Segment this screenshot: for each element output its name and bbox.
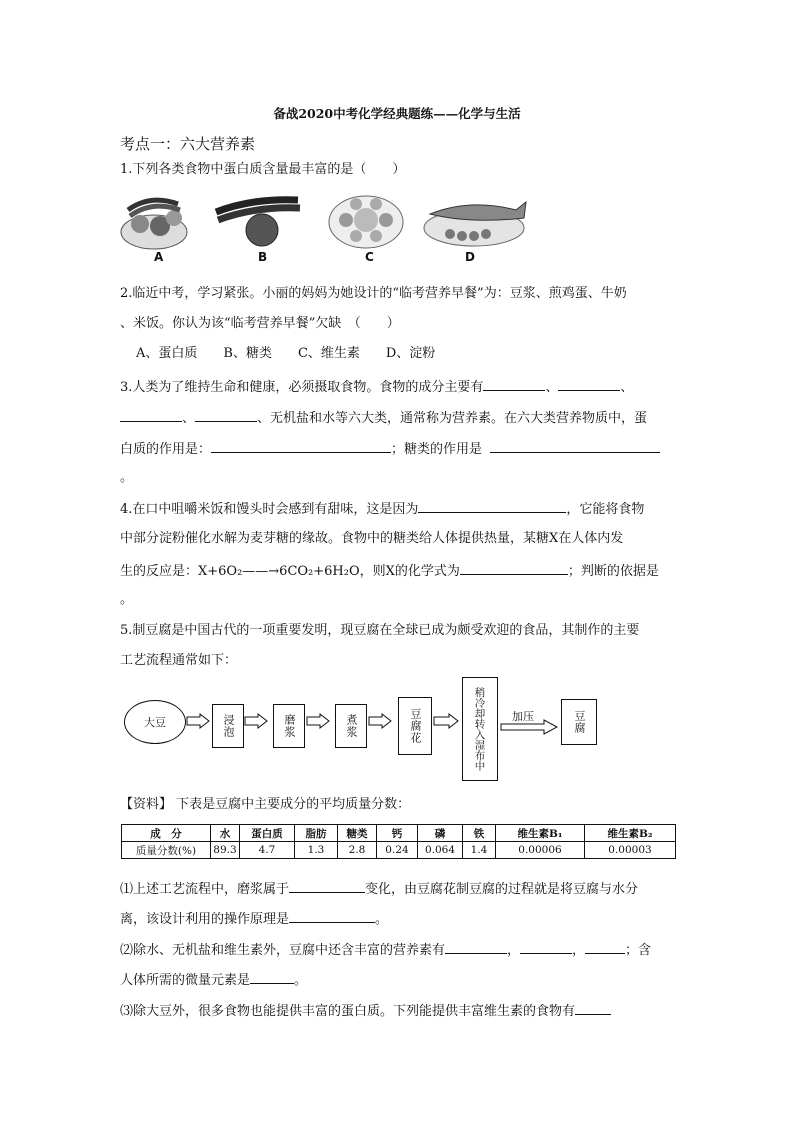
table-cell: 0.00003 (585, 842, 676, 859)
table-header-row (122, 825, 676, 842)
subquestion-3-line-1: ⑶除大豆外，很多食物也能提供丰富的蛋白质。下列能提供丰富维生素的食物有 (120, 1002, 676, 1020)
question-5-line-2: 工艺流程通常如下： (120, 653, 238, 668)
answer-blank[interactable] (195, 409, 257, 422)
table-header-cell: 蛋白质 (240, 825, 295, 842)
subquestion-2-line-2: 人体所需的微量元素是 。 (120, 973, 308, 988)
subquestion-1-line-2: 离，该设计利用的操作原理是 。 (120, 912, 389, 927)
block-arrow-icon (433, 713, 459, 729)
fish-plate-icon (420, 190, 528, 252)
block-arrow-icon (244, 713, 268, 729)
question-3-line-3: 白质的作用是： ；糖类的作用是 (120, 440, 676, 458)
table-header-cell: 铁 (463, 825, 496, 842)
table-cell: 89.3 (211, 842, 240, 859)
table-cell: 0.064 (418, 842, 463, 859)
option-label-a: A (154, 250, 164, 264)
block-arrow-icon (500, 719, 558, 735)
answer-blank[interactable] (460, 562, 568, 575)
question-3-end: 。 (120, 470, 134, 485)
material-note: 【资料】 下表是豆腐中主要成分的平均质量分数： (120, 797, 411, 812)
question-5-line-1: 5.制豆腐是中国古代的一项重要发明，现豆腐在全球已成为颇受欢迎的食品，其制作的主要 (120, 623, 640, 638)
answer-blank[interactable] (250, 971, 294, 984)
table-header-cell: 维生素B₁ (496, 825, 585, 842)
question-1-text: 1.下列各类食物中蛋白质含量最丰富的是（ ） (120, 162, 406, 177)
answer-blank[interactable] (120, 409, 182, 422)
option-label-c: C (365, 250, 374, 264)
question-4-end: 。 (120, 592, 134, 607)
answer-blank[interactable] (445, 941, 507, 954)
flow-step-tofu-pudding: 豆腐花 (398, 697, 432, 755)
answer-blank[interactable] (418, 500, 566, 513)
question-4-line-1: 4.在口中咀嚼米饭和馒头时会感到有甜味，这是因为 ，它能将食物 (120, 502, 645, 517)
flow-step-grind: 磨浆 (273, 704, 305, 748)
answer-blank[interactable] (211, 440, 391, 453)
flow-start-soybean: 大豆 (124, 700, 186, 744)
table-header-cell: 钙 (377, 825, 418, 842)
flow-step-boil: 煮浆 (335, 704, 367, 748)
table-header-cell: 维生素B₂ (585, 825, 676, 842)
block-arrow-icon (186, 713, 210, 729)
answer-blank[interactable] (575, 1002, 611, 1015)
table-cell: 2.8 (338, 842, 377, 859)
question-2-line-1: 2.临近中考，学习紧张。小丽的妈妈为她设计的“临考营养早餐”为：豆浆、煎鸡蛋、牛奶 (120, 286, 627, 301)
flow-step-soak: 浸泡 (212, 704, 244, 748)
table-header-cell: 水 (211, 825, 240, 842)
question-2-line-2: 、米饭。你认为该“临考营养早餐”欠缺 （ ） (120, 316, 400, 331)
answer-blank[interactable] (289, 910, 375, 923)
block-arrow-icon (368, 713, 392, 729)
food-image-c (328, 190, 404, 252)
question-3-line-2: 、 、无机盐和水等六大类，通常称为营养素。在六大类营养物质中，蛋 (120, 409, 676, 427)
answer-blank[interactable] (490, 440, 660, 453)
table-header-cell: 脂肪 (295, 825, 338, 842)
answer-blank[interactable] (289, 880, 365, 893)
option-label-d: D (465, 250, 475, 264)
sausage-icon (212, 190, 302, 252)
table-cell: 1.3 (295, 842, 338, 859)
subquestion-2-line-1: ⑵除水、无机盐和维生素外，豆腐中还含丰富的营养素有 ， ， ；含 (120, 943, 652, 958)
subquestion-1-line-1: ⑴上述工艺流程中，磨浆属于 变化，由豆腐花制豆腐的过程就是将豆腐与水分 (120, 882, 639, 897)
table-row-label: 质量分数(%) (122, 842, 211, 859)
table-header-cell: 磷 (418, 825, 463, 842)
table-cell: 0.00006 (496, 842, 585, 859)
table-row (122, 842, 676, 859)
nutrition-table (121, 824, 676, 859)
flow-step-cool-wrap: 稍冷却转入湿布中 (462, 677, 498, 781)
table-cell: 4.7 (240, 842, 295, 859)
option-label-b: B (258, 250, 268, 264)
table-header-cell: 糖类 (338, 825, 377, 842)
table-cell: 1.4 (463, 842, 496, 859)
question-3-line-1: 3.人类为了维持生命和健康，必须摄取食物。食物的成分主要有 、 、 (120, 380, 634, 395)
answer-blank[interactable] (585, 941, 625, 954)
table-header-cell: 成 分 (122, 825, 211, 842)
flow-press-label: 加压 (512, 710, 534, 723)
table-cell: 0.24 (377, 842, 418, 859)
rice-plate-icon (328, 190, 404, 252)
question-2-choices: A、蛋白质 B、糖类 C、维生素 D、淀粉 (136, 346, 436, 361)
question-4-line-3: 生的反应是：X+6O₂——→6CO₂+6H₂O，则X的化学式为 ；判断的依据是 (120, 564, 659, 579)
fruit-plate-icon (120, 190, 188, 252)
answer-blank[interactable] (558, 378, 620, 391)
block-arrow-icon (306, 713, 330, 729)
section-title: 考点一：六大营养素 (120, 135, 256, 153)
answer-blank[interactable] (483, 378, 545, 391)
answer-blank[interactable] (520, 941, 572, 954)
food-image-d (420, 190, 528, 252)
food-image-a (120, 190, 188, 252)
document-title: 备战2020中考化学经典题练——化学与生活 (273, 106, 521, 121)
food-image-b (212, 190, 302, 252)
question-4-line-2: 中部分淀粉催化水解为麦芽糖的缘故。食物中的糖类给人体提供热量，某糖X在人体内发 (120, 531, 624, 546)
flow-end-tofu: 豆腐 (561, 699, 597, 745)
